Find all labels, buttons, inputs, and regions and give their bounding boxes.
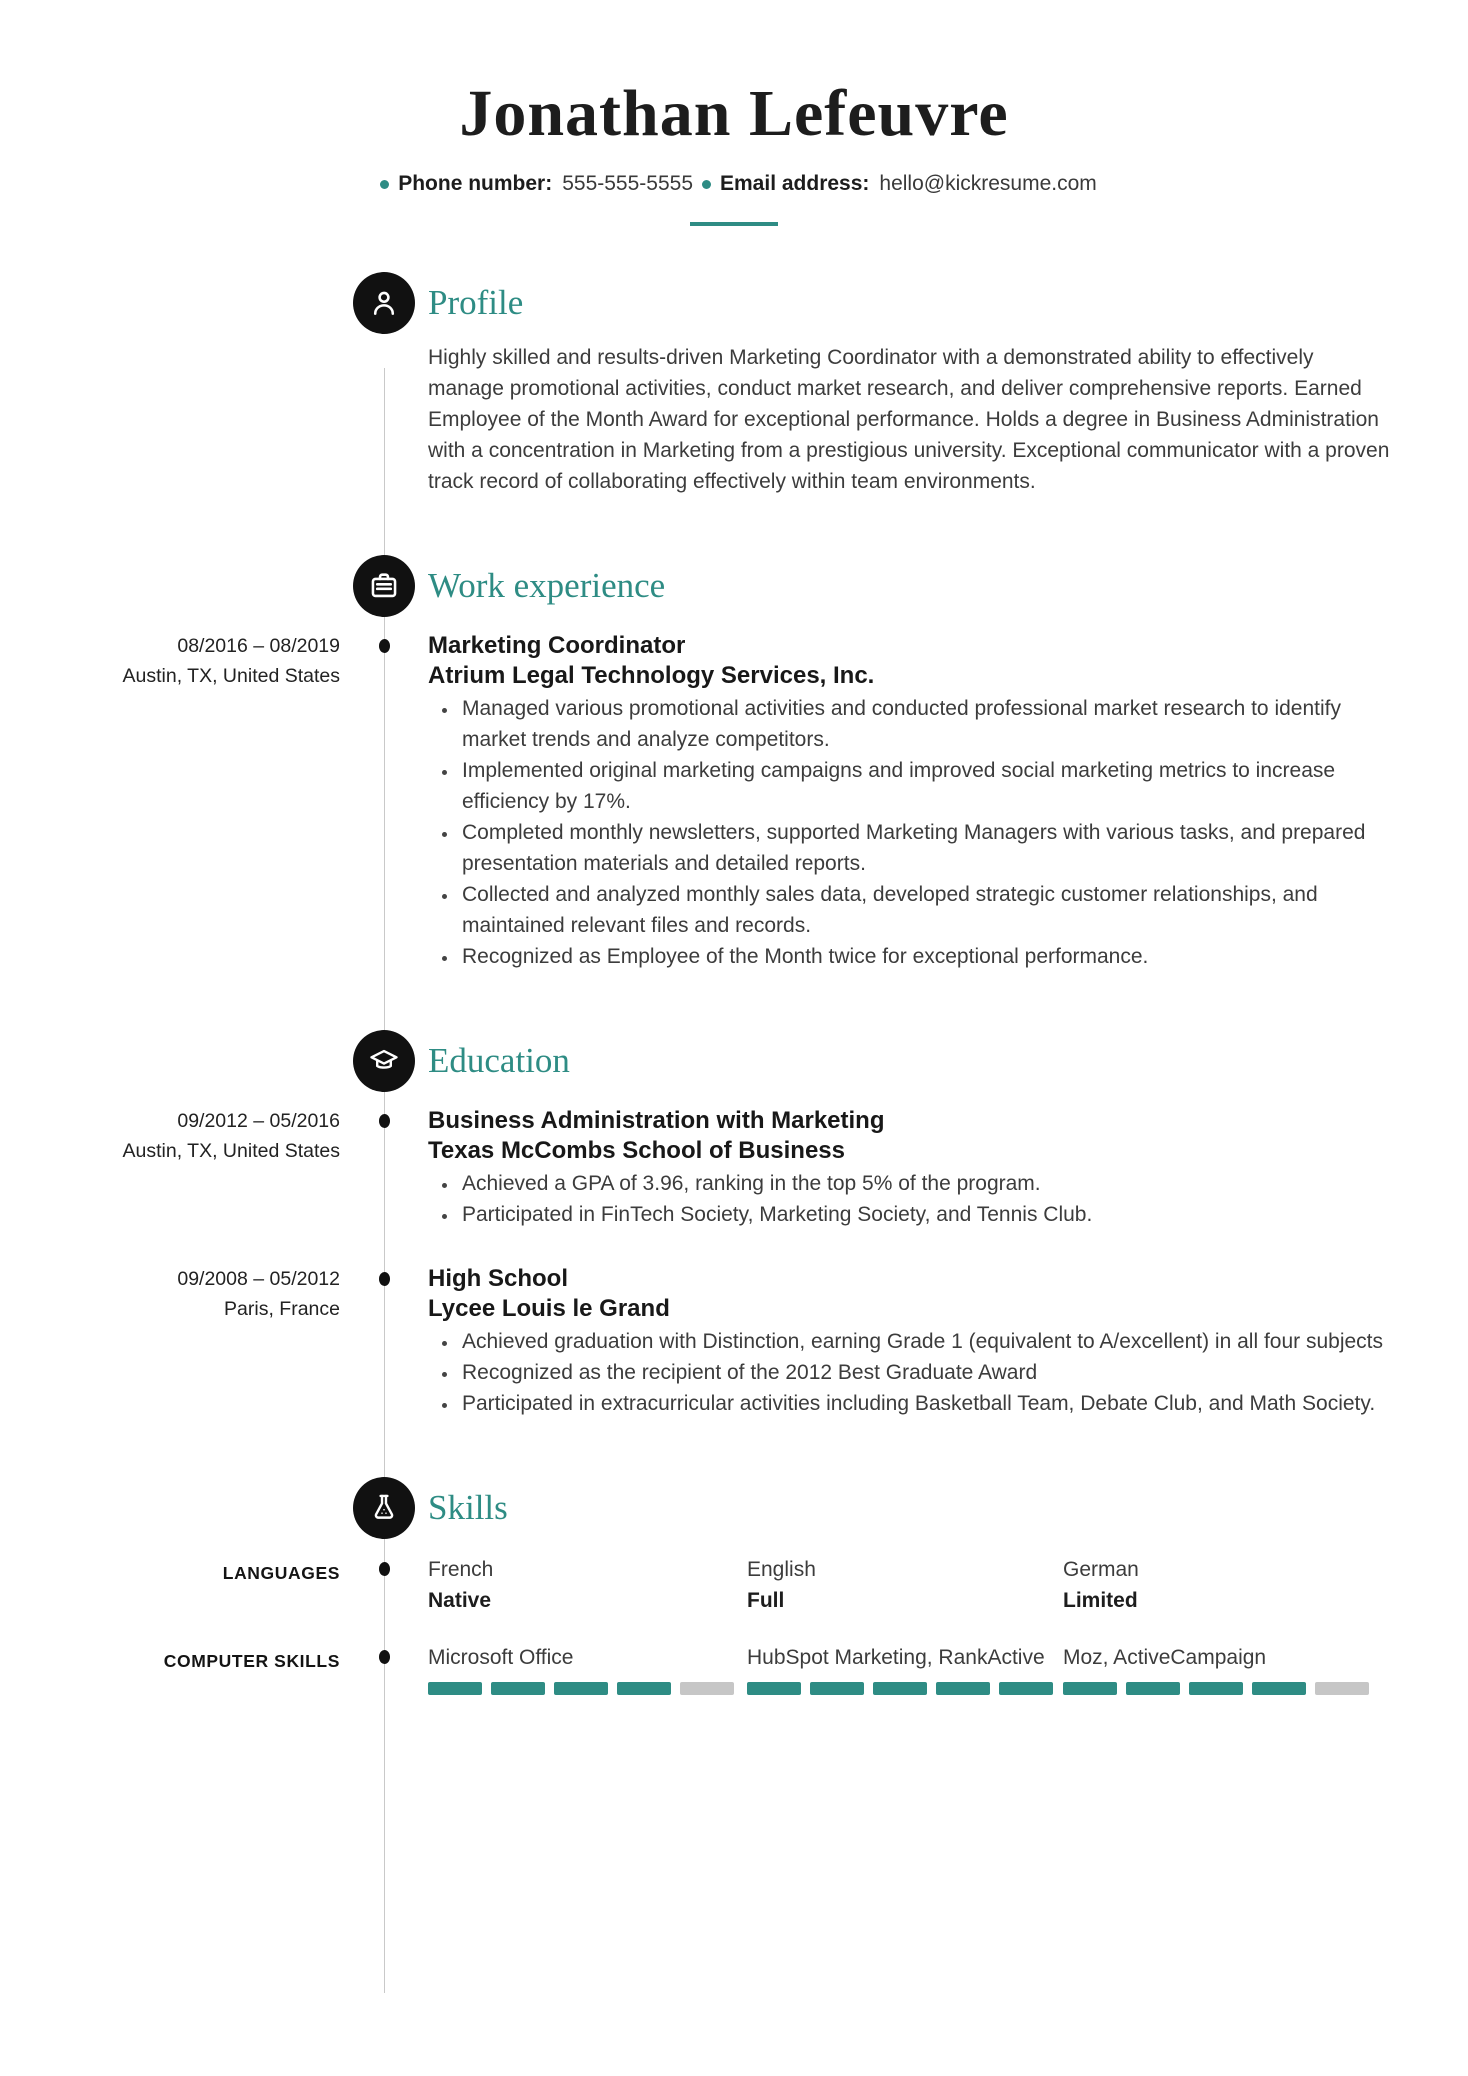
skill-bar [428,1682,747,1695]
education-entry-degree: Business Administration with Marketing [428,1107,885,1134]
education-entry-dates: 09/2008 – 05/2012 [177,1268,340,1290]
email-label: Email address: [720,172,870,195]
bullet-item: • Achieved graduation with Distinction, earning Grade 1 (equivalent to A/excellent) in all four subjects [459,1326,1392,1357]
timeline-dot [379,1272,390,1286]
bullet-item: • Recognized as the recipient of the 2012 Best Graduate Award [459,1357,1392,1388]
education-entry-school: Texas McCombs School of Business [428,1137,845,1164]
skill-bar-segment [554,1682,608,1695]
skill-bar-segment [491,1682,545,1695]
language-level: Native [428,1589,492,1612]
skill-bar-segment [1315,1682,1369,1695]
language-level: Limited [1063,1589,1138,1612]
section-header-skills [0,1477,1468,1539]
education-entry-dates: 09/2012 – 05/2016 [177,1110,340,1132]
email-bullet-icon [702,180,711,189]
computer-skill-name: HubSpot Marketing, RankActive [747,1646,1045,1669]
section-title-work: Work experience [428,566,666,605]
phone-bullet-icon [380,180,389,189]
bullet-item: • Completed monthly newsletters, supported Marketing Managers with various tasks, and prepared presentation materials and detailed reports. [459,817,1392,879]
education-entry [0,1264,1468,1419]
bullet-item: • Participated in FinTech Society, Marketing Society, and Tennis Club. [459,1199,1392,1230]
language-item [1063,1554,1392,1616]
bullet-item: • Implemented original marketing campaigns and improved social marketing metrics to increase efficiency by 17%. [459,755,1392,817]
computer-skill-item [1063,1642,1392,1695]
person-icon [353,272,415,334]
computer-skills-label: COMPUTER SKILLS [163,1651,340,1671]
work-entry [0,631,1468,972]
computer-skills-row [0,1642,1468,1695]
timeline-dot [379,1562,390,1576]
skill-bar-segment [999,1682,1053,1695]
bullet-item: • Managed various promotional activities and conducted professional market research to identify market trends and analyze competitors. [459,693,1392,755]
skill-bar-segment [428,1682,482,1695]
education-entry-degree: High School [428,1265,568,1292]
skill-bar-segment [1126,1682,1180,1695]
phone-label: Phone number: [398,172,553,195]
education-entry-location: Paris, France [224,1298,340,1320]
bullet-item: • Participated in extracurricular activities including Basketball Team, Debate Club, and Math Society. [459,1388,1392,1419]
timeline-dot [379,1114,390,1128]
flask-icon [353,1477,415,1539]
section-title-education: Education [428,1041,570,1080]
briefcase-icon [353,555,415,617]
timeline-dot [379,1650,390,1664]
skill-bar [747,1682,1063,1695]
skill-bar-segment [1189,1682,1243,1695]
section-title-profile: Profile [428,283,524,322]
skill-bar-segment [810,1682,864,1695]
bullet-item: • Collected and analyzed monthly sales data, developed strategic customer relationships, and maintained relevant files and records. [459,879,1392,941]
skill-bar-segment [680,1682,734,1695]
education-entry-bullets [428,1168,1392,1230]
work-entry-bullets [428,693,1392,972]
bullet-item: • Achieved a GPA of 3.96, ranking in the top 5% of the program. [459,1168,1392,1199]
education-entry-school: Lycee Louis le Grand [428,1295,670,1322]
education-entry-bullets [428,1326,1392,1419]
contact-row [0,172,1468,196]
section-header-education [0,1030,1468,1092]
section-header-work [0,555,1468,617]
skill-bar-segment [1252,1682,1306,1695]
languages-row [0,1554,1468,1616]
section-title-skills: Skills [428,1488,508,1527]
profile-text: Highly skilled and results-driven Marketing Coordinator with a demonstrated ability to effectively manage promotional activities, conduct market research, and deliver comprehensive reports. Earned Employee of the Month Award for exceptional performance. Holds a degree in Business Administration with a concentration in Marketing from a prestigious university. Exceptional communicator with a proven track record of collaborating effectively within team environments. [428,346,1390,493]
timeline-dot [379,639,390,653]
email-value: hello@kickresume.com [879,172,1097,195]
language-name: French [428,1558,494,1581]
skill-bar-segment [617,1682,671,1695]
computer-skill-name: Microsoft Office [428,1646,574,1669]
language-level: Full [747,1589,785,1612]
computer-skill-name: Moz, ActiveCampaign [1063,1646,1267,1669]
education-entry [0,1106,1468,1230]
work-entry-role: Marketing Coordinator [428,632,686,659]
language-name: German [1063,1558,1139,1581]
language-item [747,1554,1063,1616]
computer-skill-item [428,1642,747,1695]
skill-bar [1063,1682,1392,1695]
graduation-cap-icon [353,1030,415,1092]
header-divider [690,222,778,226]
profile-body [0,342,1468,497]
work-entry-dates: 08/2016 – 08/2019 [177,635,340,657]
computer-skill-item [747,1642,1063,1695]
language-item [428,1554,747,1616]
work-entry-location: Austin, TX, United States [122,665,340,687]
skill-bar-segment [936,1682,990,1695]
section-header-profile [0,272,1468,334]
language-name: English [747,1558,816,1581]
skill-bar-segment [873,1682,927,1695]
phone-value: 555-555-5555 [562,172,693,195]
bullet-item: • Recognized as Employee of the Month twice for exceptional performance. [459,941,1392,972]
education-entry-location: Austin, TX, United States [122,1140,340,1162]
languages-label: LANGUAGES [222,1563,340,1583]
work-entry-org: Atrium Legal Technology Services, Inc. [428,662,875,689]
skill-bar-segment [1063,1682,1117,1695]
skill-bar-segment [747,1682,801,1695]
person-name: Jonathan Lefeuvre [459,77,1009,150]
